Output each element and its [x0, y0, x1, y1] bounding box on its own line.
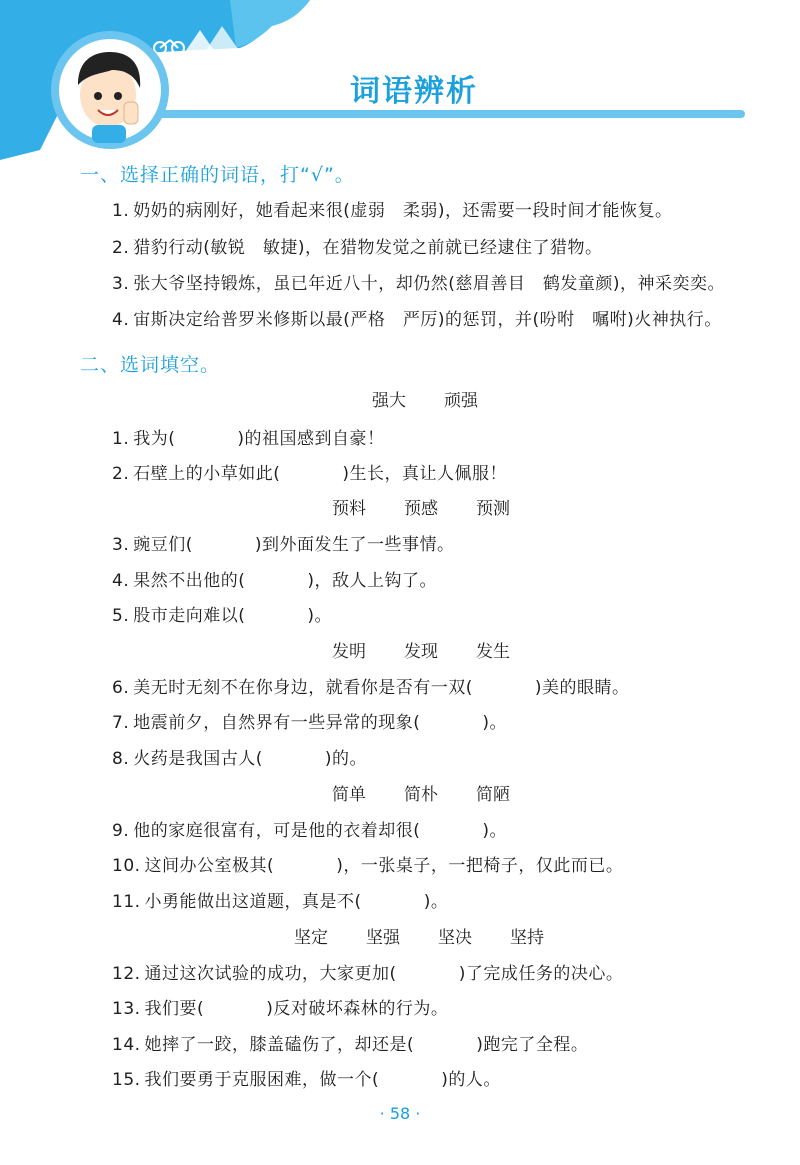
- section-1-title: 一、选择正确的词语，打“√”。: [80, 164, 355, 186]
- fill-blank-item: 9. 他的家庭很富有，可是他的衣着却很( )。: [112, 821, 508, 841]
- fill-blank-item: 1. 我为( )的祖国感到自豪！: [112, 429, 385, 449]
- fill-blank-item: 14. 她摔了一跤，膝盖磕伤了，却还是( )跑完了全程。: [112, 1035, 589, 1055]
- fill-blank-item: 6. 美无时无刻不在你身边，就看你是否有一双( )美的眼睛。: [112, 678, 630, 698]
- section-2-title: 二、选词填空。: [80, 354, 221, 376]
- word-bank: 预料 预感 预测: [332, 499, 510, 519]
- section-1-item: 3. 张大爷坚持锻炼，虽已年近八十，却仍然(慈眉善目 鹤发童颜)，神采奕奕。: [112, 274, 725, 294]
- page-title: 词语辨析: [350, 74, 478, 109]
- section-1-item: 1. 奶奶的病刚好，她看起来很(虚弱 柔弱)，还需要一段时间才能恢复。: [112, 201, 673, 221]
- fill-blank-item: 2. 石壁上的小草如此( )生长，真让人佩服！: [112, 464, 508, 484]
- fill-blank-item: 15. 我们要勇于克服困难，做一个( )的人。: [112, 1070, 501, 1090]
- word-bank: 发明 发现 发生: [332, 642, 510, 662]
- word-bank: 简单 简朴 简陋: [332, 785, 510, 805]
- fill-blank-item: 10. 这间办公室极其( )，一张桌子，一把椅子，仅此而已。: [112, 856, 624, 876]
- page-header: [0, 0, 800, 170]
- fill-blank-item: 12. 通过这次试验的成功，大家更加( )了完成任务的决心。: [112, 964, 624, 984]
- fill-blank-item: 13. 我们要( )反对破坏森林的行为。: [112, 999, 449, 1019]
- fill-blank-item: 5. 股市走向难以( )。: [112, 606, 333, 626]
- word-bank: 强大 顽强: [372, 391, 478, 411]
- fill-blank-item: 7. 地震前夕，自然界有一些异常的现象( )。: [112, 713, 508, 733]
- fill-blank-item: 4. 果然不出他的( )，敌人上钩了。: [112, 571, 438, 591]
- fill-blank-item: 3. 豌豆们( )到外面发生了一些事情。: [112, 535, 455, 555]
- fill-blank-item: 11. 小勇能做出这道题，真是不( )。: [112, 892, 449, 912]
- word-bank: 坚定 坚强 坚决 坚持: [294, 928, 544, 948]
- page-number: · 58 ·: [379, 1104, 421, 1123]
- fill-blank-item: 8. 火药是我国古人( )的。: [112, 749, 368, 769]
- section-1-item: 2. 猎豹行动(敏锐 敏捷)，在猎物发觉之前就已经逮住了猎物。: [112, 238, 603, 258]
- section-1-item: 4. 宙斯决定给普罗米修斯以最(严格 严厉)的惩罚，并(吩咐 嘱咐)火神执行。: [112, 310, 722, 330]
